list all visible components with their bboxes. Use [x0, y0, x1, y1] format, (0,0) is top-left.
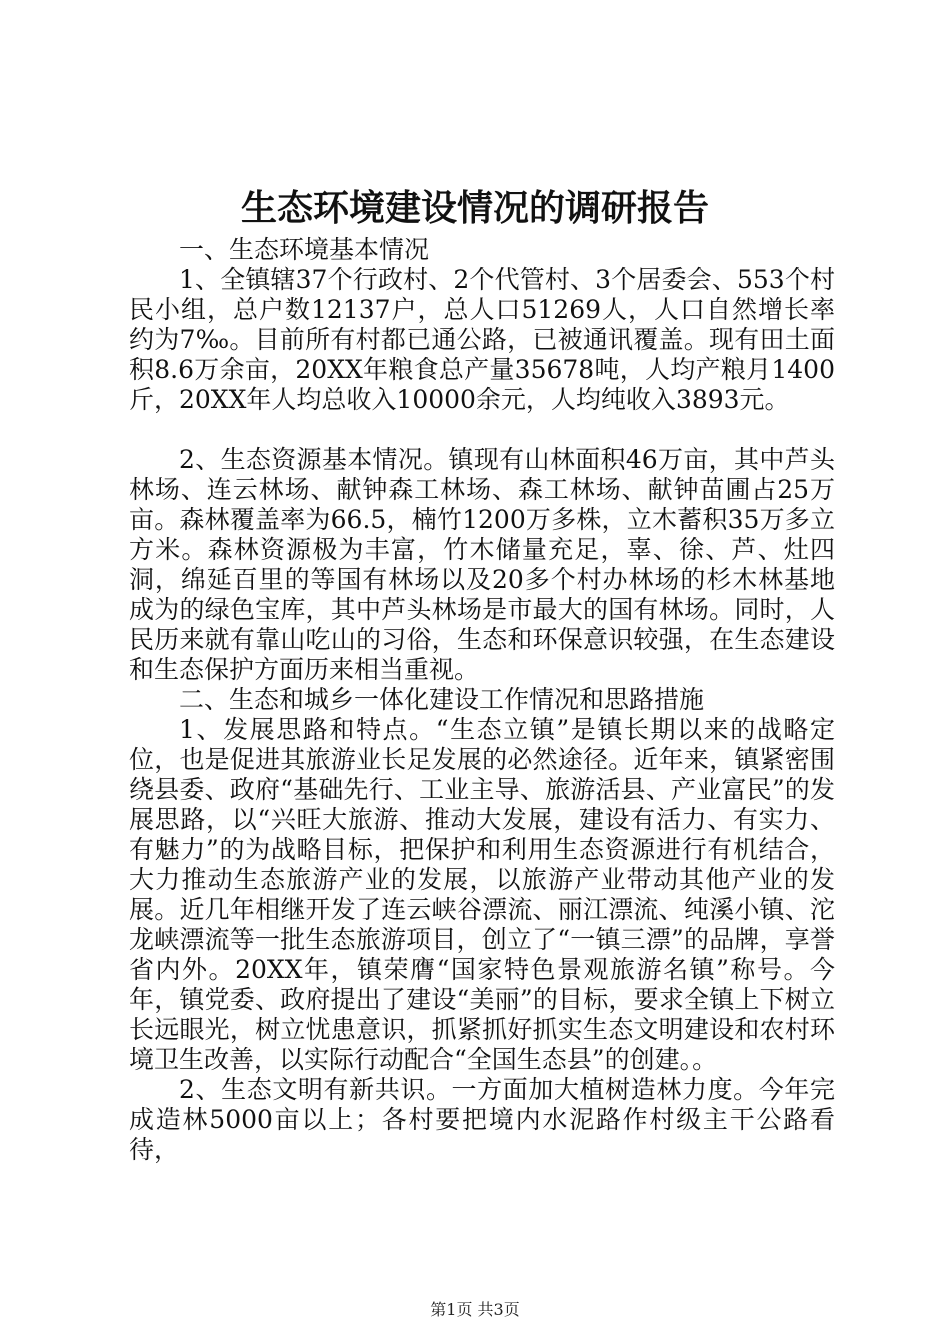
- paragraph-ecological-civilization: 2、生态文明有新共识。一方面加大植树造林力度。今年完成造林5000亩以上；各村要把境内水泥路作村级主干公路看待，: [129, 1075, 835, 1164]
- section-heading-1: 一、生态环境基本情况: [179, 235, 430, 264]
- paragraph-population: 1、全镇辖37个行政村、2个代管村、3个居委会、553个村民小组，总户数12137户，总人口51269人，人口自然增长率约为7‰。目前所有村都已通公路，已被通讯覆盖。现有田土面积8.6万余亩，20XX年粮食总产量35678吨，人均产粮月1400斤，20XX年人均总收入10000余元，人均纯收入3893元。: [129, 265, 835, 414]
- page-footer: 第1页 共3页: [430, 1300, 520, 1319]
- section-heading-2: 二、生态和城乡一体化建设工作情况和思路措施: [179, 685, 705, 714]
- paragraph-development: 1、发展思路和特点。“生态立镇”是镇长期以来的战略定位，也是促进其旅游业长足发展的必然途径。近年来，镇紧密围绕县委、政府“基础先行、工业主导、旅游活县、产业富民”的发展思路，以“兴旺大旅游、推动大发展，建设有活力、有实力、有魅力”的为战略目标，把保护和利用生态资源进行有机结合，大力推动生态旅游产业的发展，以旅游产业带动其他产业的发展。近几年相继开发了连云峡谷漂流、丽江漂流、纯溪小镇、沱龙峡漂流等一批生态旅游项目，创立了“一镇三漂”的品牌，享誉省内外。20XX年，镇荣膺“国家特色景观旅游名镇”称号。今年，镇党委、政府提出了建设“美丽”的目标，要求全镇上下树立长远眼光，树立忧患意识，抓紧抓好抓实生态文明建设和农村环境卫生改善，以实际行动配合“全国生态县”的创建。。: [129, 715, 835, 1074]
- document-body: [129, 235, 835, 1165]
- document-title: 生态环境建设情况的调研报告: [240, 187, 709, 229]
- paragraph-resources: 2、生态资源基本情况。镇现有山林面积46万亩，其中芦头林场、连云林场、献钟森工林场、森工林场、献钟苗圃占25万亩。森林覆盖率为66.5，楠竹1200万多株，立木蓄积35万多立方米。森林资源极为丰富，竹木储量充足，辜、徐、芦、灶四洞，绵延百里的等国有林场以及20多个村办林场的杉木林基地成为的绿色宝库，其中芦头林场是市最大的国有林场。同时，人民历来就有靠山吃山的习俗，生态和环保意识较强，在生态建设和生态保护方面历来相当重视。: [129, 445, 835, 684]
